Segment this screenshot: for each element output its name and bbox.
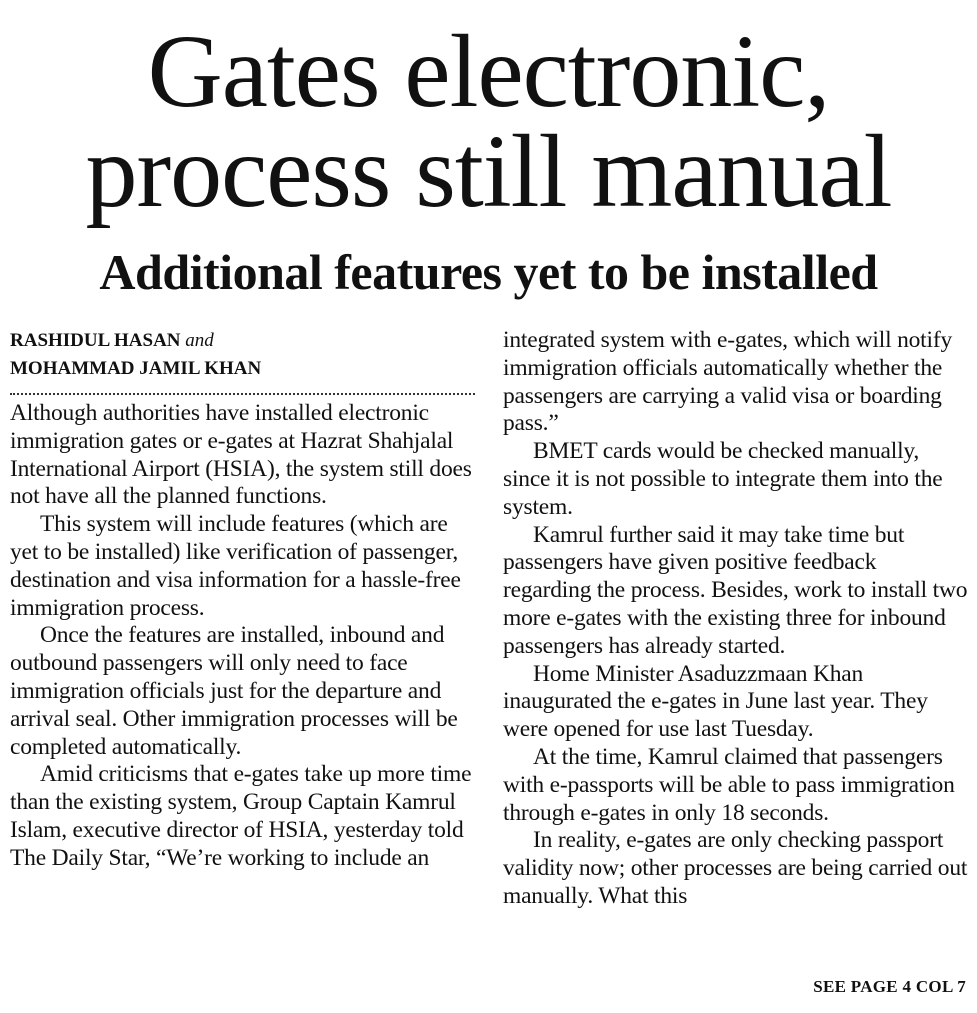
body-paragraph: This system will include features (which are yet to be installed) like verification of passenger, destination and visa information for a hassle-free immigration process.	[10, 511, 461, 621]
byline-divider	[10, 393, 475, 395]
byline-author-2: MOHAMMAD JAMIL KHAN	[10, 358, 262, 379]
body-paragraph: At the time, Kamrul claimed that passengers with e-passports will be able to pass immigration through e-gates in only 18 seconds.	[503, 743, 955, 826]
article-column-1	[10, 327, 475, 873]
headline-line-2: process still manual	[85, 114, 892, 229]
byline-line-1	[10, 327, 475, 355]
body-paragraph: Amid criticisms that e-gates take up more time than the existing system, Group Captain Kamrul Islam, executive director of HSIA, yesterday told The Daily Star, “We’re working to include an	[10, 761, 472, 871]
byline	[10, 327, 475, 383]
body-paragraph: BMET cards would be checked manually, since it is not possible to integrate them into the system.	[503, 438, 943, 520]
body-paragraph: integrated system with e-gates, which will notify immigration officials automatically whether the passengers are carrying a valid visa or boarding pass.”	[503, 327, 953, 437]
headline-line-1: Gates electronic,	[147, 14, 830, 129]
byline-author-1: RASHIDUL HASAN	[10, 330, 181, 351]
body-paragraph: In reality, e-gates are only checking passport validity now; other processes are being carried out manually. What this	[503, 827, 968, 909]
body-paragraph: Although authorities have installed electronic immigration gates or e-gates at Hazrat Shahjalal International Airport (HSIA), the system still does not have all the planned functions.	[10, 400, 472, 510]
body-paragraph: Once the features are installed, inbound and outbound passengers will only need to face immigration officials just for the departure and arrival seal. Other immigration processes will be completed automatically.	[10, 622, 458, 760]
continuation-jump-line: SEE PAGE 4 COL 7	[813, 977, 966, 996]
byline-conjunction: and	[185, 330, 214, 351]
article-column-2	[503, 327, 969, 911]
body-paragraph: Home Minister Asaduzzmaan Khan inaugurated the e-gates in June last year. They were opened for use last Tuesday.	[503, 660, 928, 743]
headline	[0, 14, 977, 229]
body-paragraph: Kamrul further said it may take time but passengers have given positive feedback regarding the process. Besides, work to install two more e-gates with the existing three for inbound passengers has already started.	[503, 521, 968, 659]
subheadline: Additional features yet to be installed	[99, 244, 878, 300]
